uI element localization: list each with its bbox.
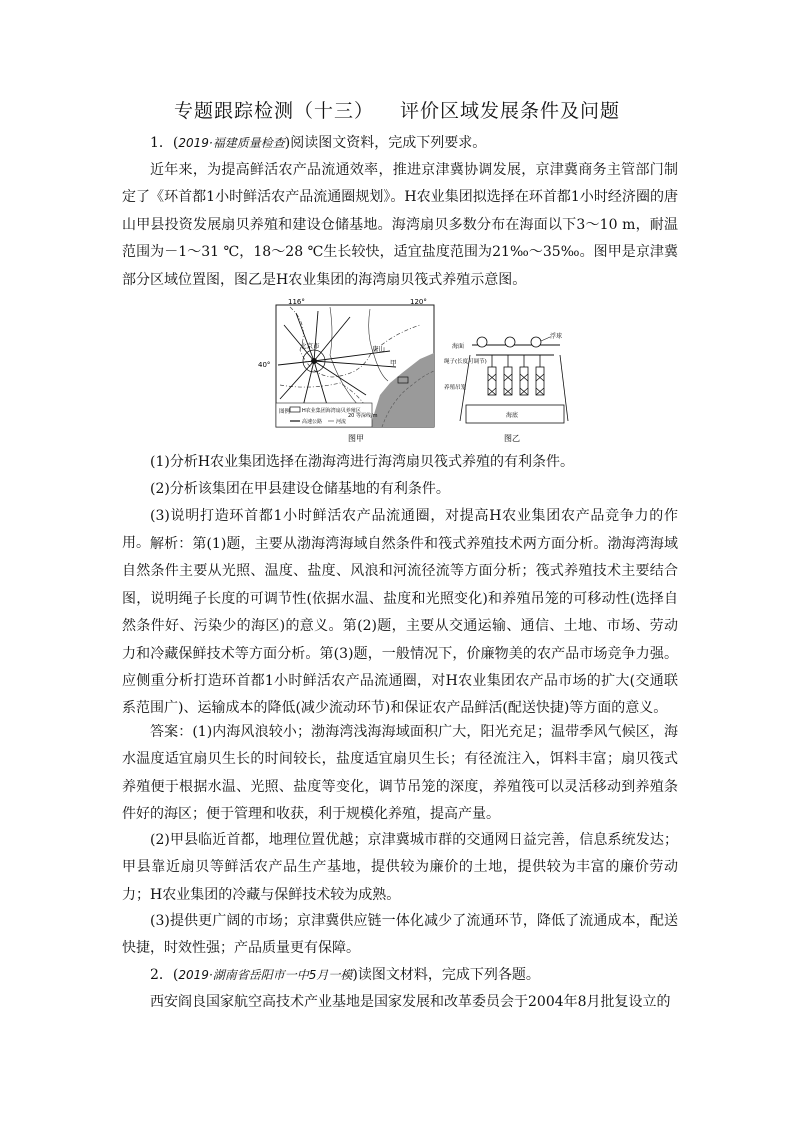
- figure-group: [258, 295, 570, 445]
- raft-caption: 图乙: [504, 434, 520, 443]
- q1-answer-2: (2)甲县临近首都，地理位置优越；京津冀城市群的交通网日益完善，信息系统发达；甲县靠近扇贝等鲜活农产品生产基地，提供较为廉价的土地，提供较为丰富的廉价劳动力；H农业集团的冷藏与保鲜技术较为成熟。: [122, 832, 678, 903]
- q1-analysis: 解析：第(1)题，主要从渤海湾海域自然条件和筏式养殖技术两方面分析。渤海湾海域自然条件主要从光照、温度、盐度、风浪和河流径流等方面分析；筏式养殖技术主要结合图，说明绳子长度的可调节性(依据水温、盐度和光照变化)和养殖吊笼的可移动性(选择自然条件好、污染少的海区)的意义。第(2)题，主要从交通运输、通信、土地、市场、劳动力和冷藏保鲜技术等方面分析。第(3)题，一般情况下，价廉物美的农产品市场竞争力强。应侧重分析打造环首都1小时鲜活农产品流通圈，对H农业集团农产品市场的扩大(交通联系范围广)、运输成本的降低(减少流动环节)和保证农产品鲜活(配送快捷)等方面的意义。: [122, 536, 678, 717]
- map-legend-head: 图例: [279, 409, 291, 415]
- map-lat: 40°: [258, 361, 271, 369]
- map-legend-5: 等深线/m: [356, 413, 378, 419]
- title-sub: 评价区域发展条件及问题: [400, 100, 621, 122]
- q2-material: 西安阎良国家航空高技术产业基地是国家发展和改革委员会于2004年8月批复设立的: [150, 994, 671, 1010]
- page-title: [0, 96, 794, 123]
- map-legend-4: 20: [348, 413, 355, 419]
- raft-sea: 海面: [452, 343, 465, 350]
- q1-question-2: (2)分析该集团在甲县建设仓储基地的有利条件。: [150, 481, 450, 497]
- q2-heading: 2．(2019·湖南省岳阳市一中5月一模)读图文材料，完成下列各题。: [150, 967, 540, 983]
- map-legend-2: 高速公路: [302, 419, 323, 425]
- q2-source: 2019·湖南省岳阳市一中5月一模: [178, 968, 353, 982]
- q1-question-1: (1)分析H农业集团选择在渤海湾进行海湾扇贝筏式养殖的有利条件。: [150, 454, 575, 470]
- raft-bottom: 海底: [506, 412, 519, 419]
- q1-answer-1: 答案：(1)内海风浪较小；渤海湾浅海海域面积广大，阳光充足；温带季风气候区，海水温度适宜扇贝生长的时间较长，盐度适宜扇贝生长；有径流注入，饵料丰富；扇贝筏式养殖便于根据水温、光照、盐度等变化，调节吊笼的深度，养殖筏可以灵活移动到养殖条件好的海区；便于管理和收获，利于规模化养殖，提高产量。: [122, 724, 678, 823]
- map-legend-1: H农业集团海湾扇贝养殖区: [302, 408, 361, 414]
- map-place1: 北京市: [300, 342, 320, 350]
- q1-heading: 1．(2019·福建质量检查)阅读图文资料，完成下列要求。: [150, 135, 487, 151]
- map-caption: 图甲: [348, 434, 364, 443]
- map-place3: 甲: [390, 359, 397, 367]
- map-lon1: 116°: [288, 298, 305, 306]
- figure-svg: [258, 295, 570, 445]
- map-jia: [258, 298, 434, 443]
- q1-answer-3: (3)提供更广阔的市场；京津冀供应链一体化减少了流通环节，降低了流通成本，配送快捷，时效性强；产品质量更有保障。: [122, 913, 678, 957]
- raft-cage: 养殖吊笼: [444, 385, 467, 391]
- map-place2: 唐山: [372, 345, 385, 353]
- map-legend-3: 河流: [336, 419, 347, 425]
- raft-yi: [444, 332, 568, 443]
- raft-rope: 绳子(长度可调节): [444, 359, 487, 365]
- title-main: 专题跟踪检测（十三）: [173, 100, 374, 122]
- q1-material: 近年来，为提高鲜活农产品流通效率，推进京津冀协调发展，京津冀商务主管部门制定了《环首都1小时鲜活农产品流通圈规划》。H农业集团拟选择在环首都1小时经济圈的唐山甲县投资发展扇贝养殖和建设仓储基地。海湾扇贝多数分布在海面以下3～10 m，耐温范围为－1～31 ℃，18～28 ℃生长较快，适宜盐度范围为21‰～35‰。图甲是京津冀部分区域位置图，图乙是H农业集团的海湾扇贝筏式养殖示意图。: [122, 162, 678, 288]
- raft-buoy: 浮球: [550, 333, 563, 340]
- map-lon2: 120°: [410, 298, 427, 306]
- q1-source: 2019·福建质量检查: [178, 136, 285, 150]
- q1-question-3: (3)说明打造环首都1小时鲜活农产品流通圈，对提高H农业集团农产品竞争力的作用。: [122, 508, 678, 552]
